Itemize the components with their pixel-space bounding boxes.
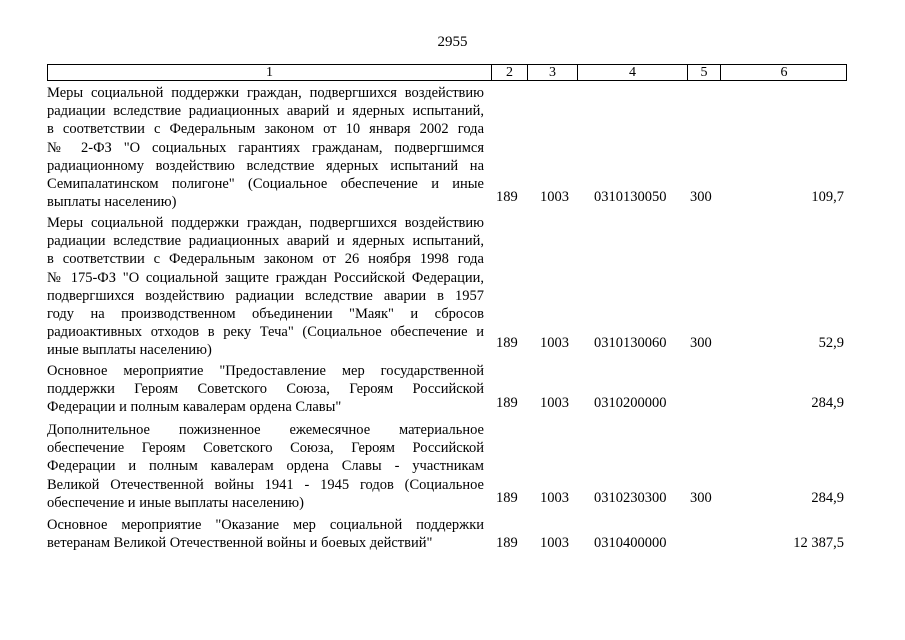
- description-line: Великой Отечественной войны 1941 - 1945 годов (Социальное: [47, 476, 484, 493]
- description-line: подвергшихся воздействию радиации вследствие аварии в 1957: [47, 287, 484, 304]
- description-line: обеспечение и иные выплаты населению): [47, 494, 304, 511]
- description-line: поддержки Героям Советского Союза, Героям Российской: [47, 381, 484, 398]
- section-code: 1003: [540, 189, 569, 205]
- target-article-code: 0310230300: [594, 490, 667, 506]
- row-description: [47, 421, 484, 512]
- description-line: в соответствии с Федеральным законом от 10 января 2002 года: [47, 121, 484, 138]
- row-description: [47, 214, 484, 360]
- target-article-code: 0310130050: [594, 189, 667, 205]
- section-code: 1003: [540, 535, 569, 551]
- row-description: [47, 362, 484, 417]
- section-code: 1003: [540, 395, 569, 411]
- header-col-1: 1: [266, 65, 273, 80]
- description-line: Дополнительное пожизненное ежемесячное материальное: [47, 422, 484, 438]
- amount: 109,7: [811, 189, 844, 205]
- description-line: радиации вследствие радиационных аварий и ядерных испытаний,: [47, 103, 484, 120]
- amount: 284,9: [811, 395, 844, 411]
- table-header-row: [47, 64, 847, 81]
- expense-type-code: 300: [690, 490, 712, 506]
- header-col-3: 3: [527, 65, 577, 80]
- description-line: в соответствии с Федеральным законом от 26 ноября 1998 года: [47, 251, 484, 268]
- description-line: № 2-ФЗ "О социальных гарантиях гражданам, подвергшимся: [47, 139, 484, 156]
- row-description: [47, 516, 484, 552]
- description-line: Меры социальной поддержки граждан, подвергшихся воздействию: [47, 215, 484, 231]
- description-line: Основное мероприятие "Оказание мер социальной поддержки: [47, 517, 484, 533]
- description-line: Семипалатинском полигоне" (Социальное обеспечение и иные: [47, 175, 484, 192]
- description-line: ветеранам Великой Отечественной войны и боевых действий": [47, 535, 433, 552]
- description-line: Меры социальной поддержки граждан, подвергшихся воздействию: [47, 85, 484, 101]
- ministry-code: 189: [496, 490, 518, 506]
- expense-type-code: 300: [690, 189, 712, 205]
- header-col-6: 6: [720, 65, 847, 80]
- target-article-code: 0310400000: [594, 535, 667, 551]
- amount: 284,9: [811, 490, 844, 506]
- header-col-4: 4: [577, 65, 687, 80]
- page-number: 2955: [437, 34, 468, 50]
- description-line: Федерации и полным кавалерам ордена Славы": [47, 399, 342, 416]
- amount: 12 387,5: [793, 535, 844, 551]
- ministry-code: 189: [496, 395, 518, 411]
- section-code: 1003: [540, 335, 569, 351]
- description-line: Основное мероприятие "Предоставление мер государственной: [47, 363, 484, 379]
- description-line: радиационному воздействию вследствие ядерных испытаний на: [47, 157, 484, 174]
- header-col-5: 5: [687, 65, 720, 80]
- target-article-code: 0310200000: [594, 395, 667, 411]
- description-line: Федерации и полным кавалерам ордена Славы - участникам: [47, 458, 484, 475]
- description-line: № 175-ФЗ "О социальной защите граждан Российской Федерации,: [47, 269, 484, 286]
- amount: 52,9: [818, 335, 844, 351]
- header-col-2: 2: [491, 65, 527, 80]
- section-code: 1003: [540, 490, 569, 506]
- description-line: обеспечение Героям Советского Союза, Героям Российской: [47, 440, 484, 457]
- description-line: радиоактивных отходов в реку Теча" (Социальное обеспечение и: [47, 324, 484, 341]
- expense-type-code: 300: [690, 335, 712, 351]
- description-line: выплаты населению): [47, 194, 177, 211]
- description-line: радиации вследствие радиационных аварий и ядерных испытаний,: [47, 233, 484, 250]
- target-article-code: 0310130060: [594, 335, 667, 351]
- ministry-code: 189: [496, 189, 518, 205]
- row-description: [47, 84, 484, 211]
- description-line: году на производственном объединении "Маяк" и сбросов: [47, 305, 484, 322]
- ministry-code: 189: [496, 335, 518, 351]
- description-line: иные выплаты населению): [47, 342, 212, 359]
- ministry-code: 189: [496, 535, 518, 551]
